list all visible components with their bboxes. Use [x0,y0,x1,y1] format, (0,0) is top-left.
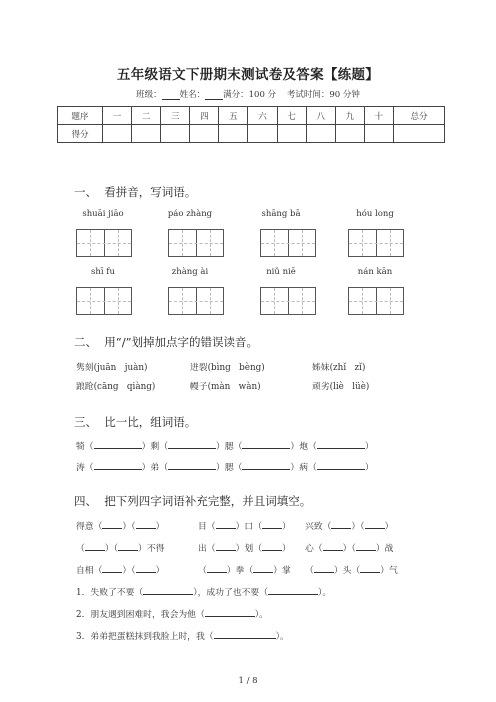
header-cell: 题序 [58,107,103,125]
score-cell[interactable] [364,125,393,143]
answer-blank[interactable] [317,461,365,470]
idiom-row: （ ）拳（ ）掌 [198,566,291,576]
fill-item: 1．失败了不要（ ），成功了也不要（ ）。 [76,588,332,598]
answer-blank[interactable] [168,461,216,470]
writing-box[interactable] [260,229,316,257]
score-table [57,106,445,143]
writing-box[interactable] [76,229,132,257]
pinyin-label: hóu long [356,209,394,219]
idiom-row: （ ）（ ）不得 [76,544,165,554]
pinyin-label: nán kān [357,267,393,277]
section2-heading: 二、 用“/”划掉加点字的错误读音。 [74,335,258,349]
page-number: 1 / 8 [238,676,258,686]
score-cell[interactable] [219,125,248,143]
reading-item: 姊妹(zhǐ zǐ) [312,363,366,373]
answer-blank[interactable] [317,440,365,449]
compare-row: 犄（ ）剩（ ）腮（ ）炮（ ） [76,442,374,452]
score-cell[interactable] [248,125,277,143]
score-cell[interactable] [306,125,335,143]
idiom-row: 目（ ）口（ ） [198,522,291,532]
answer-blank[interactable] [242,440,290,449]
header-cell: 三 [161,107,190,125]
header-cell: 四 [190,107,219,125]
header-cell: 七 [277,107,306,125]
header-cell: 二 [132,107,161,125]
answer-blank[interactable] [168,440,216,449]
pinyin-label: niǔ niē [266,267,296,277]
header-cell: 六 [248,107,277,125]
writing-box[interactable] [348,229,404,257]
idiom-row: 兴致（ ）（ ） [305,522,394,532]
header-cell: 总分 [394,107,445,125]
score-cell[interactable] [335,125,364,143]
header-cell: 五 [219,107,248,125]
name-label: 姓名： [179,90,206,100]
answer-blank[interactable] [242,461,290,470]
section3-heading: 三、 比一比，组词语。 [74,415,197,429]
row-label: 得分 [58,125,103,143]
pinyin-label: páo zhàng [167,209,213,219]
score-cell[interactable] [190,125,219,143]
idiom-row: 心（ ）（ ）战 [305,544,394,554]
reading-item: 幔子(màn wàn) [190,382,261,392]
compare-row: 涛（ ）弟（ ）腮（ ）病（ ） [76,463,374,473]
score-table-header [58,107,445,125]
header-cell: 八 [306,107,335,125]
answer-blank[interactable] [94,440,142,449]
idiom-row: 自相（ ）（ ） [76,566,165,576]
idiom-row: 出（ ）划（ ） [198,544,291,554]
section4-heading: 四、 把下列四字词语补充完整，并且词填空。 [74,494,312,508]
reading-item: 隽刻(juān juàn) [76,363,148,373]
score-cell[interactable] [161,125,190,143]
class-label: 班级： [136,90,162,100]
answer-blank[interactable] [94,461,142,470]
score-cell[interactable] [103,125,132,143]
writing-box[interactable] [76,287,132,315]
class-blank [162,90,180,100]
exam-info [0,88,496,100]
header-cell: 一 [103,107,132,125]
idiom-row: （ ）头（ ）气 [305,566,398,576]
name-blank [205,90,223,100]
reading-item: 迸裂(bìng bèng) [190,363,265,373]
score-cell[interactable] [277,125,306,143]
reading-item: 踉跄(cāng qiàng) [76,382,156,392]
score-cell[interactable] [394,125,445,143]
writing-box[interactable] [348,287,404,315]
exam-time: 考试时间：90 分钟 [286,90,360,100]
header-cell: 九 [335,107,364,125]
pinyin-label: shī fu [91,267,115,277]
writing-box[interactable] [168,229,224,257]
score-table-row [58,125,445,143]
section1-heading: 一、 看拼音，写词语。 [74,185,197,199]
pinyin-label: shuāi jiāo [82,209,124,219]
fill-item: 3．弟弟把蛋糕抹到我脸上时，我（ ）。 [76,632,289,642]
pinyin-label: zhàng ài [171,267,209,277]
reading-item: 顽劣(liè lüè) [312,382,370,392]
score-cell[interactable] [132,125,161,143]
writing-box[interactable] [168,287,224,315]
header-cell: 十 [364,107,393,125]
fill-item: 2．朋友遇到困难时，我会为他（ ）。 [76,610,268,620]
full-score: 满分：100 分 [223,90,277,100]
idiom-row: 得意（ ）（ ） [76,522,165,532]
writing-box[interactable] [260,287,316,315]
pinyin-label: shāng bā [261,209,301,219]
page-title: 五年级语文下册期末测试卷及答案【练题】 [116,67,380,83]
